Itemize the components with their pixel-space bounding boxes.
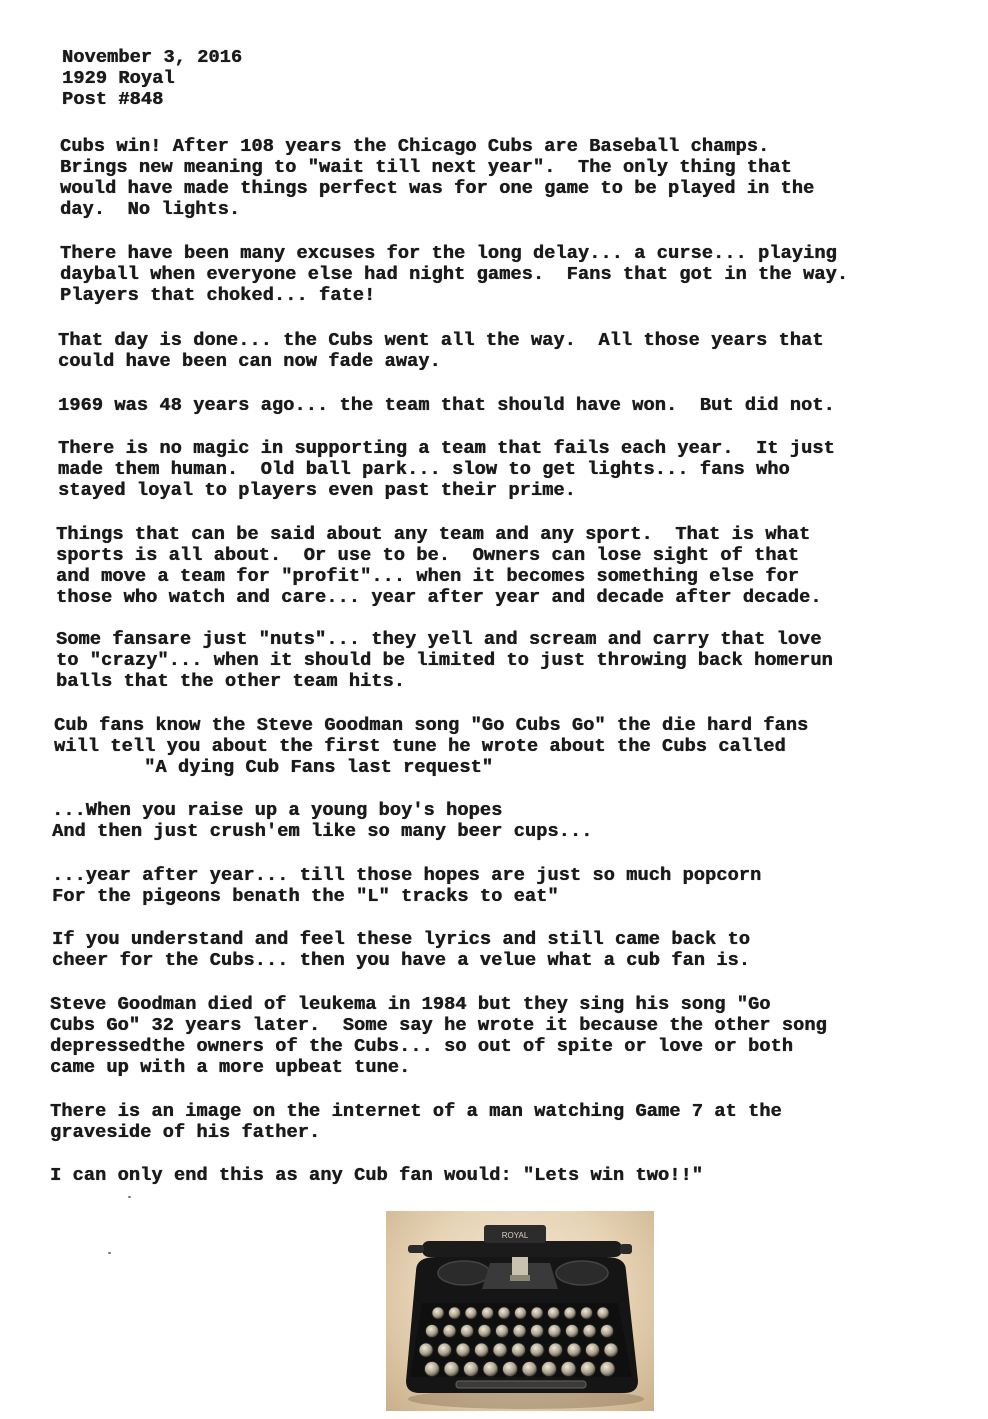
body-line: Brings new meaning to "wait till next year". The only thing that bbox=[60, 157, 792, 178]
typewriter-key bbox=[512, 1343, 526, 1357]
typewriter-key bbox=[561, 1362, 576, 1377]
body-line: will tell you about the first tune he wrote about the Cubs called bbox=[54, 736, 786, 757]
body-line: If you understand and feel these lyrics and still came back to bbox=[52, 929, 750, 950]
typewriter-key bbox=[515, 1307, 527, 1319]
lyric-line: ...year after year... till those hopes are just so much popcorn bbox=[52, 865, 762, 886]
typewriter-key bbox=[475, 1343, 489, 1357]
body-line: those who watch and care... year after year and decade after decade. bbox=[56, 587, 822, 608]
lyric-line: For the pigeons benath the "L" tracks to eat" bbox=[52, 886, 559, 907]
typewriter-key bbox=[513, 1325, 526, 1338]
typewriter-key bbox=[464, 1362, 479, 1377]
typewriter-key bbox=[531, 1307, 543, 1319]
body-line: There have been many excuses for the long delay... a curse... playing bbox=[60, 243, 837, 264]
typewriter-key bbox=[444, 1362, 459, 1377]
body-line: made them human. Old ball park... slow to get lights... fans who bbox=[58, 459, 790, 480]
typewriter-key bbox=[564, 1307, 576, 1319]
typewriter-key bbox=[604, 1343, 618, 1357]
typewriter-key bbox=[426, 1325, 439, 1338]
typewriter-key bbox=[566, 1325, 579, 1338]
body-line: graveside of his father. bbox=[50, 1122, 321, 1143]
typewriter-key bbox=[483, 1362, 498, 1377]
letter-typewriter-model: 1929 Royal bbox=[62, 68, 175, 89]
typewriter-key bbox=[530, 1343, 544, 1357]
body-line: Steve Goodman died of leukema in 1984 but they sing his song "Go bbox=[50, 994, 771, 1015]
typewriter-key bbox=[498, 1307, 510, 1319]
body-line: day. No lights. bbox=[60, 199, 241, 220]
body-line: to "crazy"... when it should be limited to just throwing back homerun bbox=[56, 650, 833, 671]
body-line: There is an image on the internet of a man watching Game 7 at the bbox=[50, 1101, 782, 1122]
typewriter-key bbox=[581, 1362, 596, 1377]
typewriter-key bbox=[419, 1343, 433, 1357]
typewriter-key bbox=[542, 1362, 557, 1377]
body-line: dayball when everyone else had night games. Fans that got in the way. bbox=[60, 264, 849, 285]
body-line: There is no magic in supporting a team that fails each year. It just bbox=[58, 438, 835, 459]
typewriter-key bbox=[522, 1362, 537, 1377]
typewriter-key bbox=[456, 1343, 470, 1357]
typewriter-key bbox=[461, 1325, 474, 1338]
typewriter-key bbox=[531, 1325, 544, 1338]
typewriter-key bbox=[443, 1325, 456, 1338]
body-line: came up with a more upbeat tune. bbox=[50, 1057, 411, 1078]
body-line: That day is done... the Cubs went all the way. All those years that bbox=[58, 330, 824, 351]
body-line: Cubs win! After 108 years the Chicago Cubs are Baseball champs. bbox=[60, 136, 770, 157]
typewriter-key bbox=[425, 1362, 440, 1377]
typewriter-key bbox=[482, 1307, 494, 1319]
typewriter-key bbox=[503, 1362, 518, 1377]
body-line: Things that can be said about any team and any sport. That is what bbox=[56, 524, 811, 545]
typewriter-key bbox=[548, 1307, 560, 1319]
typewriter-key bbox=[548, 1325, 561, 1338]
typewriter-key bbox=[549, 1343, 563, 1357]
typewriter-photo bbox=[386, 1211, 654, 1411]
typewriter-key bbox=[465, 1307, 477, 1319]
lyric-line: And then just crush'em like so many beer cups... bbox=[52, 821, 593, 842]
body-line: "A dying Cub Fans last request" bbox=[54, 757, 494, 778]
typewriter-key bbox=[586, 1343, 600, 1357]
typewriter-key bbox=[449, 1307, 461, 1319]
body-line: Players that choked... fate! bbox=[60, 285, 376, 306]
body-line: sports is all about. Or use to be. Owners can lose sight of that bbox=[56, 545, 800, 566]
typewriter-key bbox=[583, 1325, 596, 1338]
body-line: Cubs Go" 32 years later. Some say he wrote it because the other song bbox=[50, 1015, 827, 1036]
typewriter-brand-label: ROYAL bbox=[501, 1231, 529, 1240]
typewriter-key bbox=[567, 1343, 581, 1357]
typewriter-key bbox=[597, 1307, 609, 1319]
lyric-line: ...When you raise up a young boy's hopes bbox=[52, 800, 503, 821]
typewriter-key bbox=[493, 1343, 507, 1357]
body-line: would have made things perfect was for one game to be played in the bbox=[60, 178, 815, 199]
body-line: Some fansare just "nuts"... they yell and scream and carry that love bbox=[56, 629, 822, 650]
typewriter-key bbox=[600, 1362, 615, 1377]
typewriter-key bbox=[478, 1325, 491, 1338]
paper-speck bbox=[128, 1196, 131, 1198]
paper-speck bbox=[108, 1252, 111, 1254]
body-line: and move a team for "profit"... when it becomes something else for bbox=[56, 566, 800, 587]
body-line: could have been can now fade away. bbox=[58, 351, 441, 372]
body-line: depressedthe owners of the Cubs... so out of spite or love or both bbox=[50, 1036, 794, 1057]
letter-post-number: Post #848 bbox=[62, 89, 164, 110]
body-line: cheer for the Cubs... then you have a velue what a cub fan is. bbox=[52, 950, 750, 971]
closing-line: I can only end this as any Cub fan would: "Lets win two!!" bbox=[50, 1165, 703, 1186]
typewriter-key bbox=[601, 1325, 614, 1338]
body-line: Cub fans know the Steve Goodman song "Go Cubs Go" the die hard fans bbox=[54, 715, 809, 736]
typewriter-icon bbox=[386, 1211, 654, 1411]
body-line: stayed loyal to players even past their prime. bbox=[58, 480, 576, 501]
body-line: balls that the other team hits. bbox=[56, 671, 405, 692]
typewriter-key bbox=[438, 1343, 452, 1357]
letter-date: November 3, 2016 bbox=[62, 47, 243, 68]
typewriter-key bbox=[496, 1325, 509, 1338]
typewriter-key bbox=[432, 1307, 444, 1319]
typewriter-key bbox=[581, 1307, 593, 1319]
body-line: 1969 was 48 years ago... the team that should have won. But did not. bbox=[58, 395, 835, 416]
